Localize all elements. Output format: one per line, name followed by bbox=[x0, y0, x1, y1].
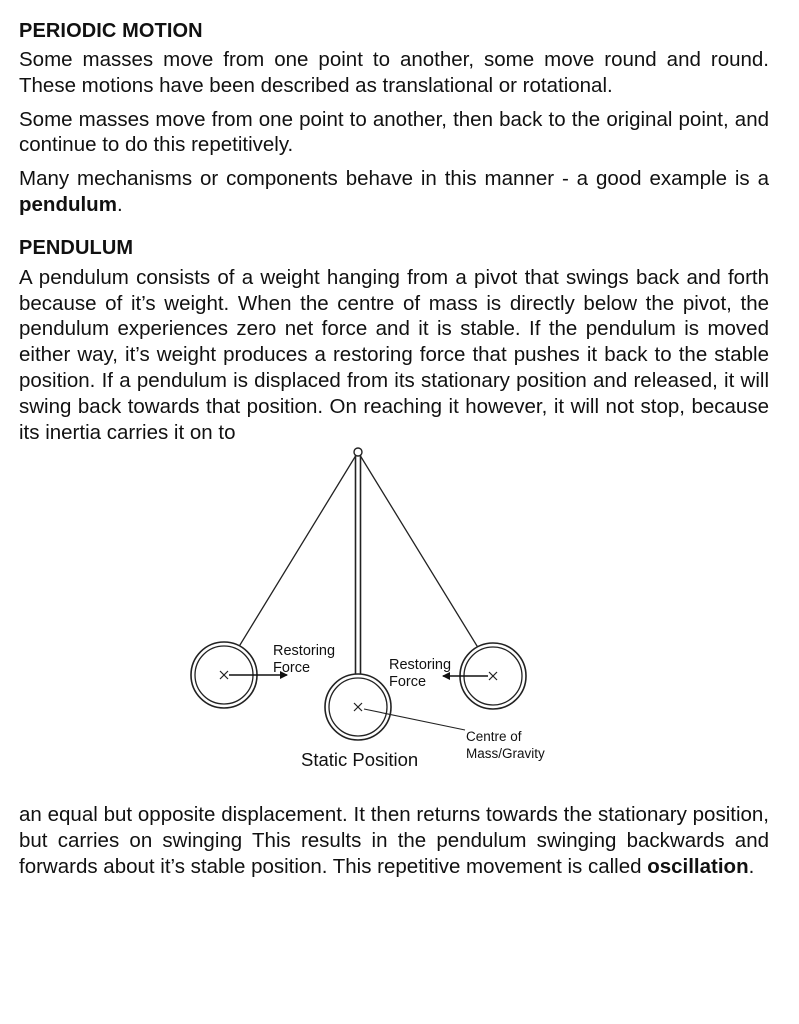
heading-pendulum: PENDULUM bbox=[19, 236, 134, 259]
example-period: . bbox=[116, 192, 123, 216]
label-centre-of-mass: Centre of Mass/Gravity bbox=[466, 729, 545, 762]
label-static-position: Static Position bbox=[301, 749, 419, 771]
example-text: Many mechanisms or components behave in this manner - a good example is a bbox=[19, 167, 769, 191]
paragraph-pendulum-description: A pendulum consists of a weight hanging from a pivot that swings back and forth because of it’s weight. When the centre of mass is directly below the pivot, the pendulum experiences zero net force and it is stable. If the pendulum is moved either way, it’s weight produces a restoring force that pushes it back to the stable position. If a pendulum is displaced from its stationary position and released, it will swing back towards that position. On reaching it however, it will not stop, because its inertia carries it on to bbox=[19, 265, 769, 444]
oscillation-text: an equal but opposite displacement. It then returns towards the stationary position, but carries on swinging This results in the pendulum swinging backwards and forwards about it’s stable position. This repetitive movement is called bbox=[19, 803, 769, 878]
left-string bbox=[232, 452, 358, 658]
document-page bbox=[19, 14, 769, 880]
oscillation-period: . bbox=[748, 854, 755, 878]
label-restoring-force-right: Restoring Force bbox=[389, 657, 452, 691]
pendulum-diagram bbox=[19, 447, 769, 802]
paragraph-translational: Some masses move from one point to another, some move round and round. These motions have been described as translational or rotational. bbox=[19, 48, 769, 97]
paragraph-oscillation bbox=[19, 802, 769, 879]
pivot-point bbox=[354, 448, 362, 456]
right-string bbox=[358, 452, 485, 659]
label-restoring-force-left: Restoring Force bbox=[273, 643, 336, 677]
heading-periodic-motion: PERIODIC MOTION bbox=[19, 20, 203, 42]
term-oscillation: oscillation bbox=[647, 854, 749, 878]
term-pendulum: pendulum bbox=[19, 192, 117, 216]
paragraph-repetitive: Some masses move from one point to another, then back to the original point, and continue to do this repetitively. bbox=[19, 107, 769, 157]
paragraph-example bbox=[19, 166, 769, 218]
